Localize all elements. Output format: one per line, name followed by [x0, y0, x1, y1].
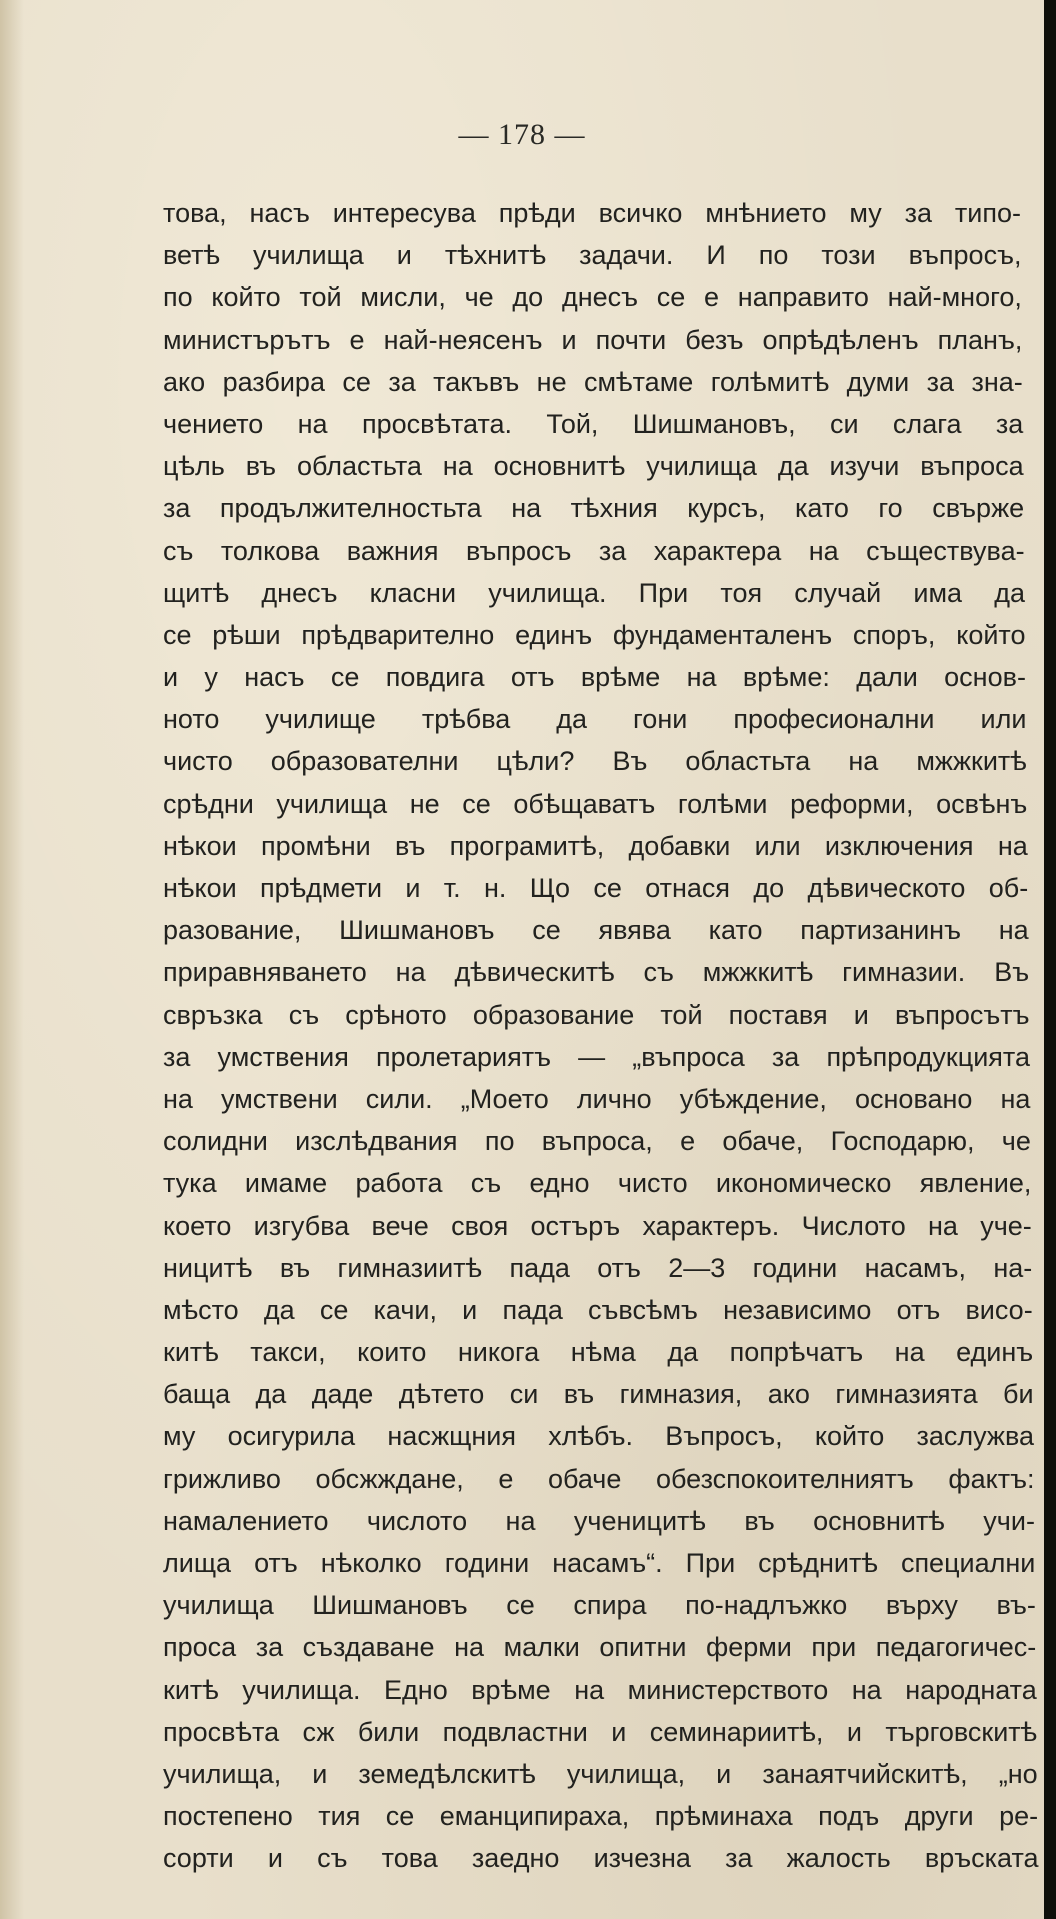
- text-line: китѣ училища. Едно врѣме на министерството на народната: [163, 1674, 1037, 1705]
- text-line: по който той мисли, че до днесъ се е направито най-много,: [163, 282, 1022, 313]
- text-line: чението на просвѣтата. Той, Шишмановъ, си слага за: [163, 408, 1024, 439]
- text-line: училища Шишмановъ се спира по-надлъжко върху въ-: [163, 1590, 1036, 1621]
- text-line: което изгубва вече своя остъръ характеръ. Числото на уче-: [163, 1210, 1032, 1241]
- text-line: цѣль въ областьта на основнитѣ училища да изучи въпроса: [163, 451, 1024, 482]
- text-line: просвѣта сж били подвластни и семинариитѣ, и търговскитѣ: [163, 1716, 1038, 1747]
- text-line: намалението числото на ученицитѣ въ основнитѣ учи-: [163, 1505, 1035, 1536]
- text-line: баща да даде дѣтето си въ гимназия, ако гимназията би: [163, 1379, 1034, 1410]
- text-line: нѣкои прѣдмети и т. н. Що се отнася до дѣвическото об-: [163, 873, 1029, 903]
- text-line: щитѣ днесъ класни училища. При тоя случай има да: [163, 577, 1026, 608]
- text-line: сорти и съ това заедно изчезна за жалость връската: [163, 1843, 1039, 1874]
- text-line: тука имаме работа съ едно чисто икономическо явление,: [163, 1168, 1032, 1199]
- text-line: чисто образователни цѣли? Въ областьта на мжжкитѣ: [163, 746, 1027, 777]
- text-line: разование, Шишмановъ се явява като партизанинъ на: [163, 915, 1029, 946]
- text-line: свръзка съ срѣното образование той поставя и въпросътъ: [163, 999, 1030, 1030]
- text-line: лища отъ нѣколко години насамъ“. При срѣднитѣ специални: [163, 1548, 1036, 1578]
- text-line: нѣкои промѣни въ програмитѣ, добавки или изключения на: [163, 830, 1028, 861]
- text-line: срѣдни училища не се обѣщаватъ голѣми реформи, освѣнъ: [163, 788, 1028, 819]
- text-line: за умствения пролетариятъ — „въпроса за прѣпродукцията: [163, 1041, 1030, 1072]
- body-text: [163, 192, 1041, 1880]
- text-line: ницитѣ въ гимназиитѣ пада отъ 2—3 години насамъ, на-: [163, 1252, 1033, 1283]
- text-line: и у насъ се повдига отъ врѣме на врѣме: дали основ-: [163, 662, 1026, 693]
- text-line: постепено тия се еманципираха, прѣминаха подъ други ре-: [163, 1801, 1039, 1832]
- text-line: ветѣ училища и тѣхнитѣ задачи. И по този въпросъ,: [163, 240, 1022, 271]
- text-line: това, насъ интересува прѣди всичко мнѣнието му за типо-: [163, 198, 1021, 228]
- page-edge-shadow: [0, 0, 24, 1919]
- text-line: солидни изслѣдвания по въпроса, е обаче, Господарю, че: [163, 1126, 1031, 1157]
- text-line: ако разбира се за такъвъ не смѣтаме голѣмитѣ думи за зна-: [163, 366, 1023, 397]
- text-line: съ толкова важния въпросъ за характера на съществува-: [163, 535, 1025, 566]
- text-line: мѣсто да се качи, и пада съвсѣмъ независимо отъ висо-: [163, 1294, 1033, 1325]
- text-line: училища, и земедѣлскитѣ училища, и занаятчийскитѣ, „но: [163, 1758, 1038, 1789]
- text-line: ното училище трѣбва да гони професионални или: [163, 704, 1027, 735]
- text-line: проса за създаване на малки опитни ферми при педагогичес-: [163, 1632, 1037, 1663]
- text-line: министърътъ е най-неясенъ и почти безъ опрѣдѣленъ планъ,: [163, 324, 1023, 355]
- text-line: грижливо обсжждане, е обаче обезспокоителниятъ фактъ:: [163, 1463, 1035, 1494]
- text-line: китѣ такси, които никога нѣма да попрѣчатъ на единъ: [163, 1337, 1034, 1368]
- text-line: приравняването на дѣвическитѣ съ мжжкитѣ гимназии. Въ: [163, 957, 1030, 988]
- text-line: му осигурила насжщния хлѣбъ. Въпросъ, който заслужва: [163, 1421, 1035, 1452]
- text-line: за продължителностьта на тѣхния курсъ, като го свърже: [163, 493, 1025, 524]
- text-line: на умствени сили. „Моето лично убѣждение, основано на: [163, 1083, 1031, 1114]
- text-line: се рѣши прѣдварително единъ фундаменталенъ споръ, който: [163, 619, 1026, 650]
- page-number: — 178 —: [458, 118, 586, 151]
